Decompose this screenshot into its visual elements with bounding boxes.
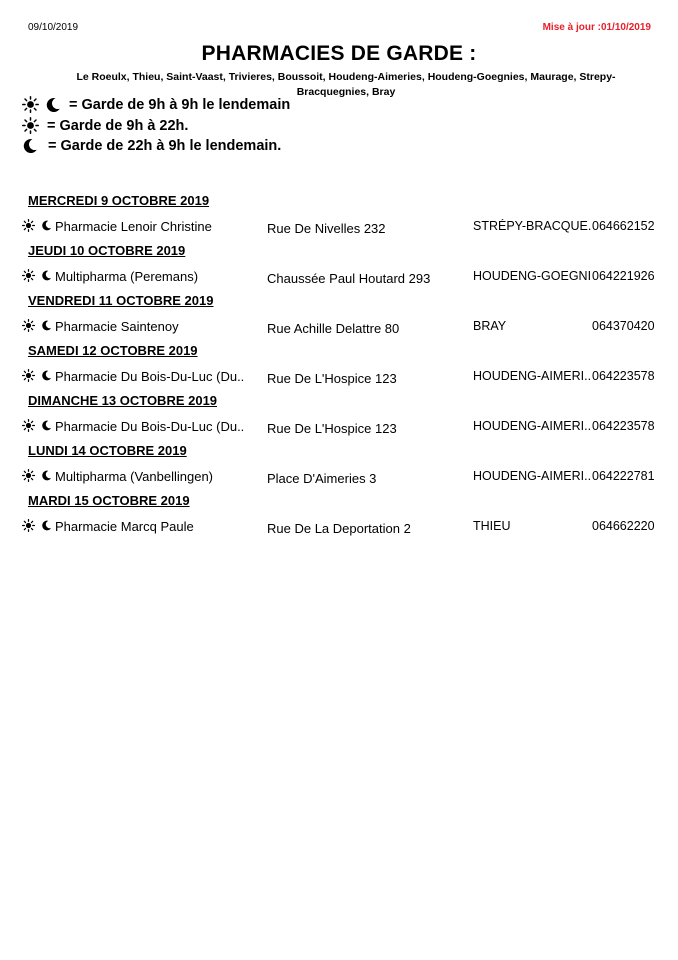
pharmacy-phone: 064223578 (592, 369, 655, 383)
pharmacy-row (22, 368, 656, 386)
pharmacy-name: Pharmacie Du Bois-Du-Luc (Du.. (55, 369, 245, 384)
communes-list: Le Roeulx, Thieu, Saint-Vaast, Trivieres, Boussoit, Houdeng-Aimeries, Houdeng-Goegnies, Maurage, Strepy-Bracquegnies, Bray (76, 71, 616, 98)
pharmacy-row (22, 518, 656, 536)
pharmacy-street: Rue De L'Hospice 123 (267, 421, 397, 436)
day-header: SAMEDI 12 OCTOBRE 2019 (28, 343, 198, 358)
pharmacy-row (22, 468, 656, 486)
print-date: 09/10/2019 (28, 22, 79, 33)
page-title: PHARMACIES DE GARDE : (201, 42, 477, 65)
moon-icon (41, 420, 52, 431)
moon-icon (41, 220, 52, 231)
legend-text: = Garde de 22h à 9h le lendemain. (48, 138, 282, 154)
pharmacy-street: Rue De L'Hospice 123 (267, 371, 397, 386)
day-header: VENDREDI 11 OCTOBRE 2019 (28, 293, 214, 308)
sun-icon (22, 319, 35, 332)
pharmacy-city: HOUDENG-AIMERI.. (473, 419, 591, 433)
legend-symbols (22, 138, 38, 154)
pharmacy-name: Pharmacie Lenoir Christine (55, 219, 212, 234)
legend-symbols (22, 117, 39, 134)
moon-icon (41, 520, 52, 531)
pharmacy-street: Rue De Nivelles 232 (267, 221, 386, 236)
pharmacy-city: BRAY (473, 319, 507, 333)
duty-symbols (22, 219, 52, 232)
pharmacy-phone: 064222781 (592, 469, 655, 483)
duty-symbols (22, 419, 52, 432)
moon-icon (45, 97, 61, 113)
pharmacy-row (22, 268, 656, 286)
pharmacy-street: Chaussée Paul Houtard 293 (267, 271, 431, 286)
moon-icon (41, 270, 52, 281)
pharmacy-row (22, 318, 656, 336)
pharmacy-phone: 064662220 (592, 519, 655, 533)
pharmacy-phone: 064662152 (592, 219, 655, 233)
duty-symbols (22, 469, 52, 482)
pharmacy-name: Multipharma (Peremans) (55, 269, 199, 284)
day-header: DIMANCHE 13 OCTOBRE 2019 (28, 393, 218, 408)
sun-icon (22, 419, 35, 432)
day-header: MERCREDI 9 OCTOBRE 2019 (28, 193, 210, 208)
sun-icon (22, 519, 35, 532)
pharmacy-name: Pharmacie Marcq Paule (55, 519, 194, 534)
pharmacy-row (22, 418, 656, 436)
pharmacy-city: HOUDENG-GOEGNI (473, 269, 591, 283)
pharmacy-name: Pharmacie Du Bois-Du-Luc (Du.. (55, 419, 245, 434)
duty-symbols (22, 519, 52, 532)
duty-symbols (22, 269, 52, 282)
legend-text: = Garde de 9h à 9h le lendemain (69, 96, 291, 113)
day-header: MARDI 15 OCTOBRE 2019 (28, 493, 190, 508)
day-header: LUNDI 14 OCTOBRE 2019 (28, 443, 187, 458)
legend-item-night (22, 138, 281, 154)
pharmacy-street: Place D'Aimeries 3 (267, 471, 377, 486)
pharmacy-city: HOUDENG-AIMERI.. (473, 469, 591, 483)
sun-icon (22, 369, 35, 382)
moon-icon (22, 138, 38, 154)
legend-item-full (22, 96, 290, 113)
pharmacy-phone: 064221926 (592, 269, 655, 283)
sun-icon (22, 96, 39, 113)
pharmacy-name: Multipharma (Vanbellingen) (55, 469, 214, 484)
sun-icon (22, 219, 35, 232)
pharmacy-city: HOUDENG-AIMERI.. (473, 369, 591, 383)
pharmacy-phone: 064223578 (592, 419, 655, 433)
duty-symbols (22, 369, 52, 382)
sun-icon (22, 469, 35, 482)
moon-icon (41, 370, 52, 381)
pharmacy-phone: 064370420 (592, 319, 655, 333)
duty-symbols (22, 319, 52, 332)
pharmacy-street: Rue Achille Delattre 80 (267, 321, 400, 336)
sun-icon (22, 269, 35, 282)
moon-icon (41, 320, 52, 331)
pharmacy-street: Rue De La Deportation 2 (267, 521, 411, 536)
pharmacy-name: Pharmacie Saintenoy (55, 319, 179, 334)
moon-icon (41, 470, 52, 481)
pharmacy-row (22, 218, 656, 236)
pharmacy-city: THIEU (473, 519, 511, 533)
legend-text: = Garde de 9h à 22h. (47, 117, 189, 134)
legend-symbols (22, 96, 61, 113)
legend-item-day (22, 117, 188, 134)
pharmacy-city: STRÉPY-BRACQUE. (473, 219, 591, 233)
day-header: JEUDI 10 OCTOBRE 2019 (28, 243, 186, 258)
sun-icon (22, 117, 39, 134)
update-date: Mise à jour :01/10/2019 (542, 22, 651, 33)
